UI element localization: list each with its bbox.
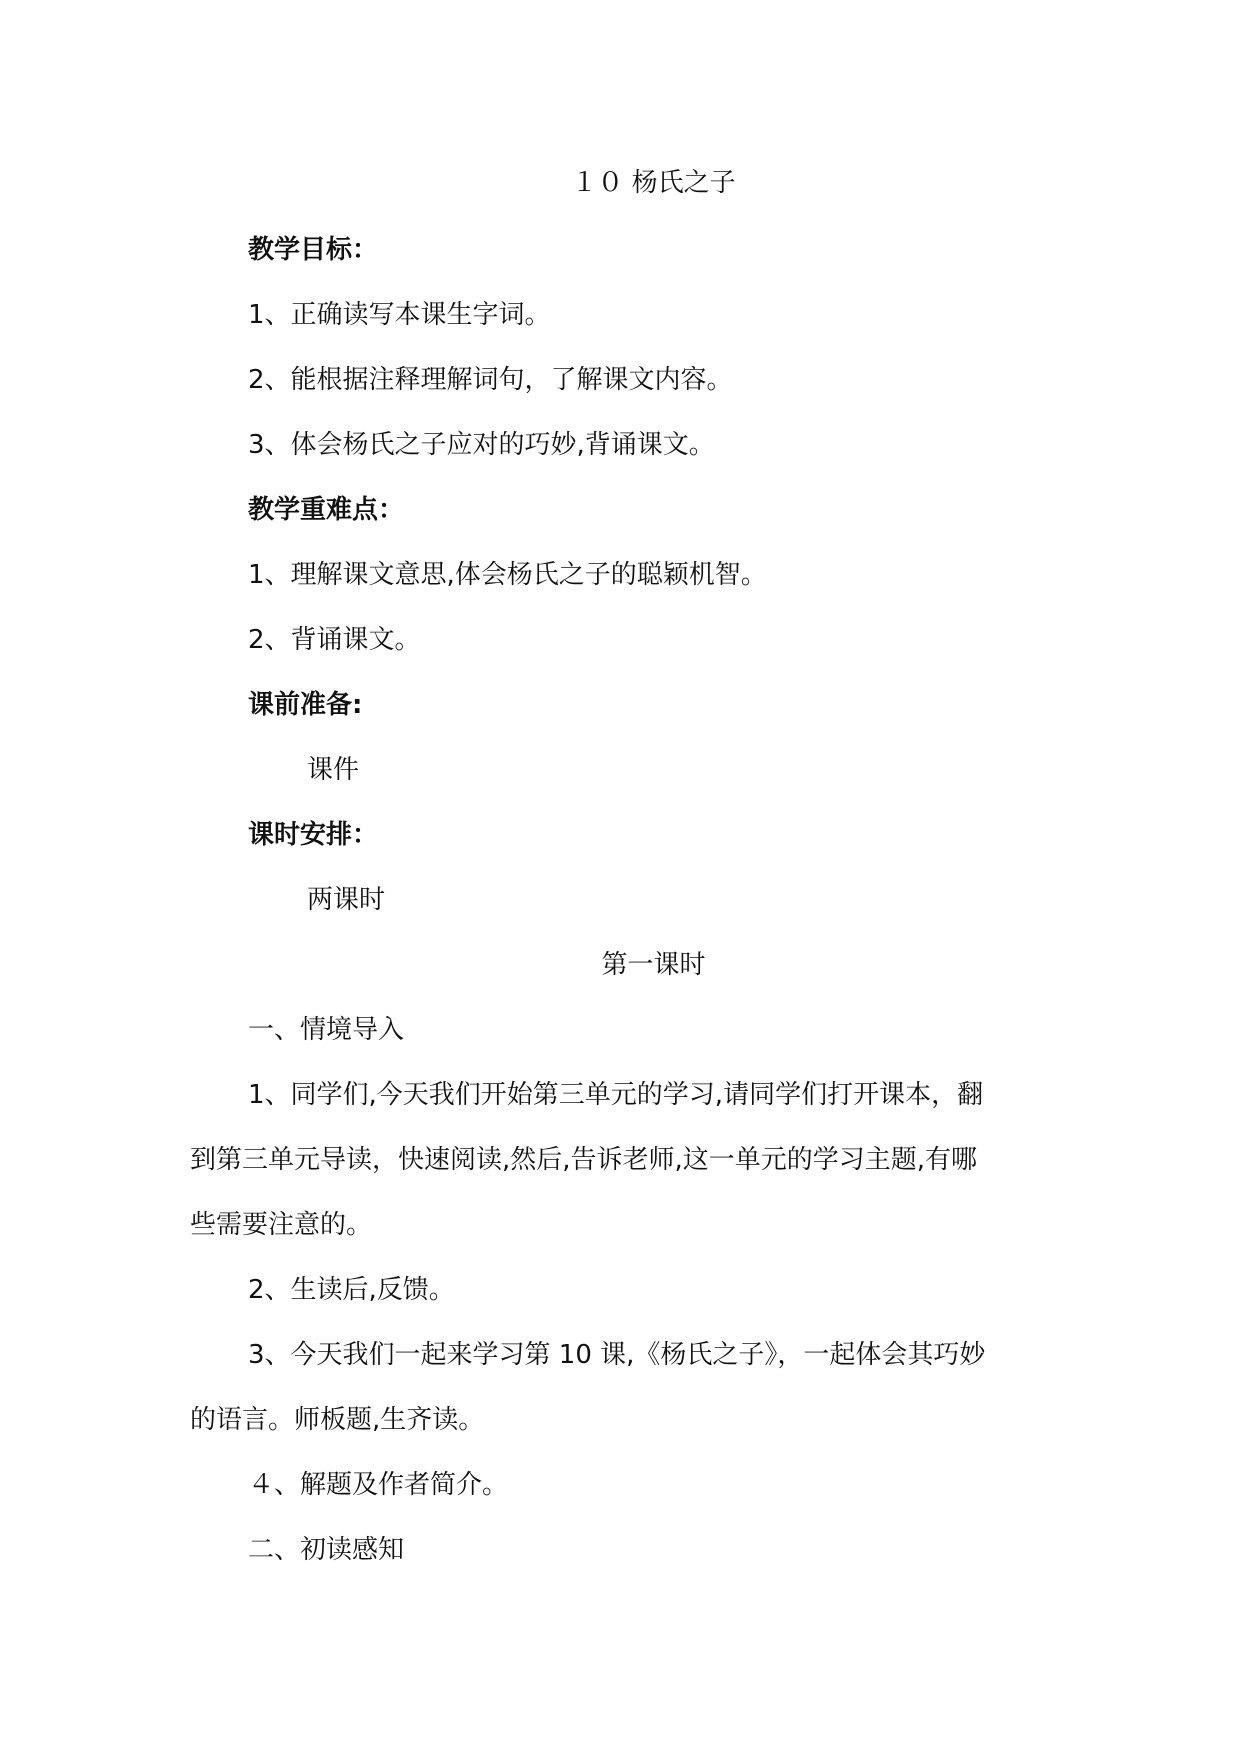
objective-item: 1、正确读写本课生字词。 <box>248 300 551 330</box>
key-points-heading: 教学重难点： <box>248 495 405 525</box>
section-reading-heading: 二、初读感知 <box>248 1535 405 1565</box>
document-title: １０ 杨氏之子 <box>571 168 736 198</box>
key-point-item: 2、背诵课文。 <box>248 625 421 655</box>
step1-line: 1、同学们,今天我们开始第三单元的学习,请同学们打开课本，翻 <box>248 1080 984 1110</box>
schedule-heading: 课时安排： <box>248 820 379 850</box>
step1-line: 些需要注意的。 <box>190 1210 373 1240</box>
step1-line: 到第三单元导读，快速阅读,然后,告诉老师,这一单元的学习主题,有哪 <box>190 1145 978 1175</box>
preparation-content: 课件 <box>307 755 360 785</box>
lesson-one-title: 第一课时 <box>601 950 706 980</box>
step3-line: 的语言。师板题,生齐读。 <box>190 1405 485 1435</box>
step4-line: ４、解题及作者简介。 <box>248 1470 509 1500</box>
step2-line: 2、生读后,反馈。 <box>248 1275 455 1305</box>
key-point-item: 1、理解课文意思,体会杨氏之子的聪颖机智。 <box>248 560 767 590</box>
objective-item: 3、体会杨氏之子应对的巧妙,背诵课文。 <box>248 430 715 460</box>
preparation-heading: 课前准备: <box>248 690 363 720</box>
objectives-heading: 教学目标： <box>248 235 379 265</box>
step3-line: 3、今天我们一起来学习第 10 课,《杨氏之子》，一起体会其巧妙 <box>248 1340 986 1370</box>
schedule-content: 两课时 <box>307 885 386 915</box>
objective-item: 2、能根据注释理解词句，了解课文内容。 <box>248 365 733 395</box>
section-intro-heading: 一、情境导入 <box>248 1015 405 1045</box>
